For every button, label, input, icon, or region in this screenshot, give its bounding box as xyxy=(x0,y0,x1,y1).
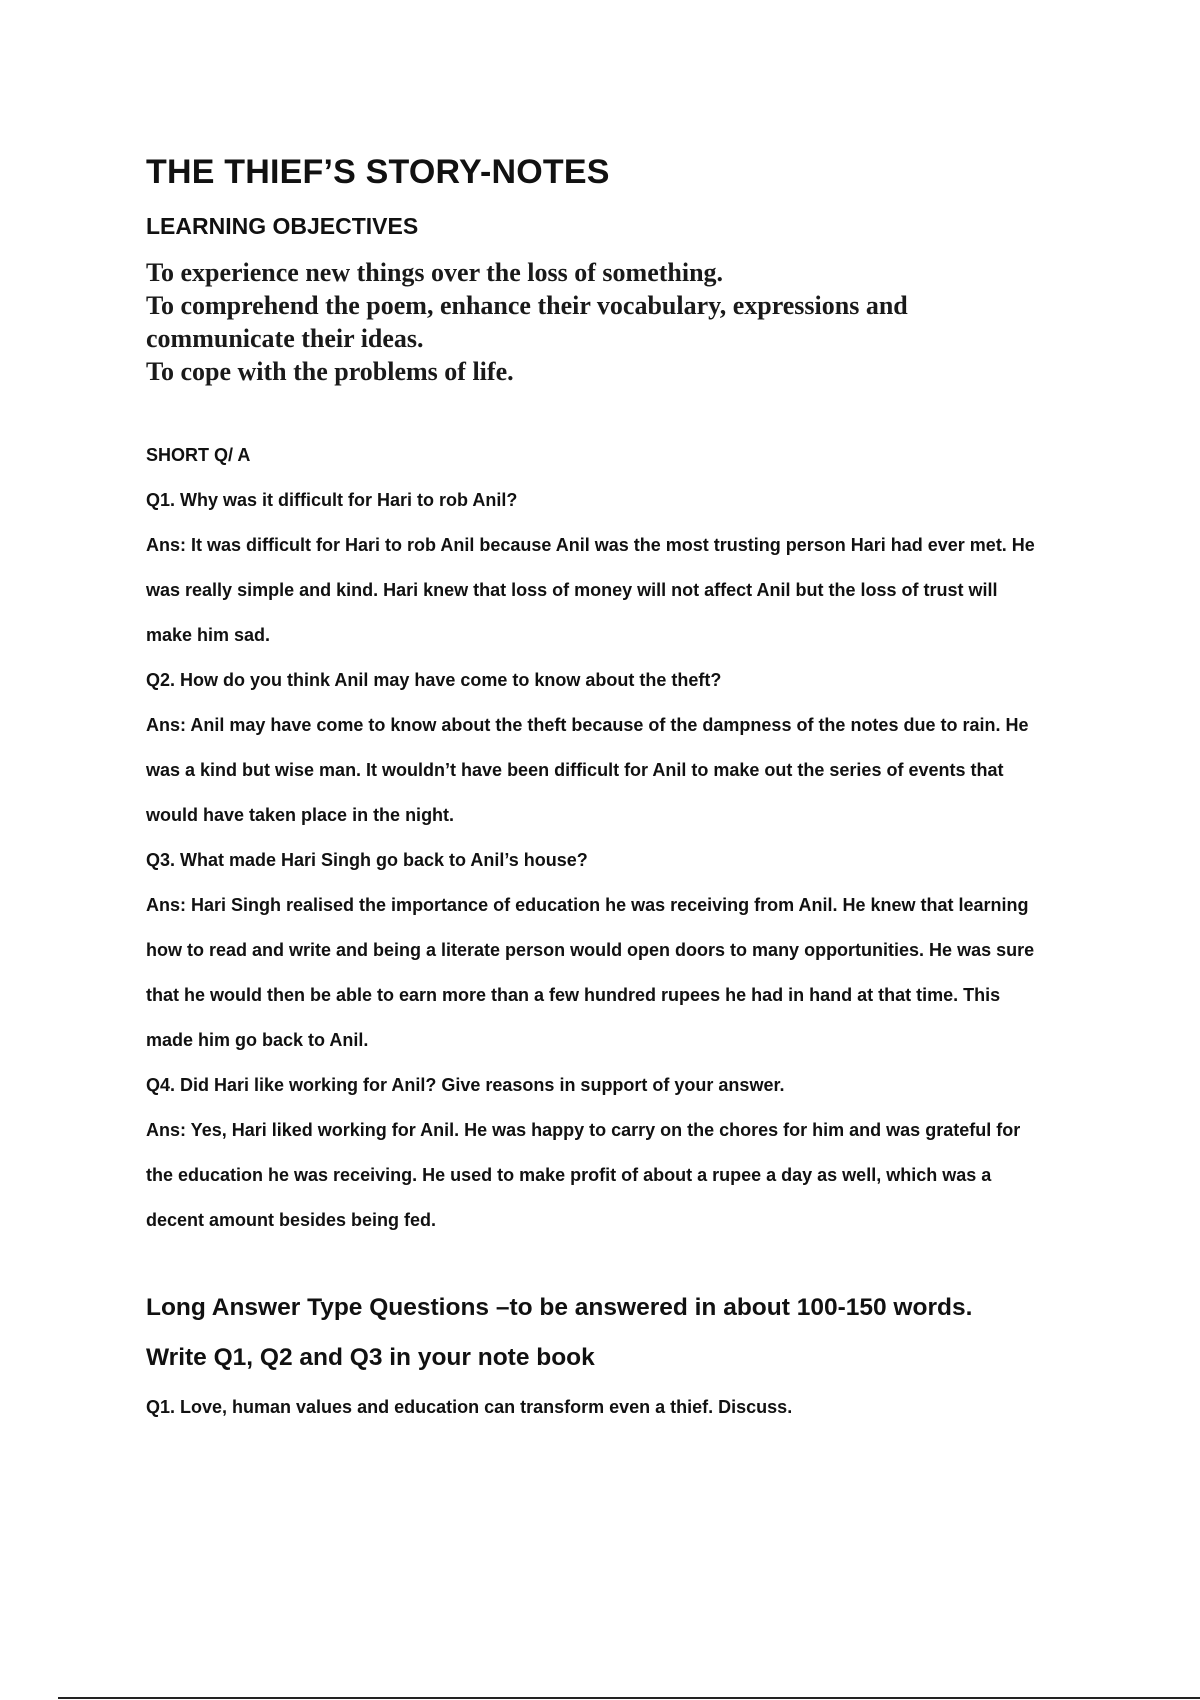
objective-item: To experience new things over the loss of something. xyxy=(146,258,724,287)
document-title: THE THIEF’S STORY-NOTES xyxy=(146,153,610,191)
page-bottom-divider xyxy=(58,1697,1200,1699)
learning-objectives-list xyxy=(146,256,1046,388)
question-text: Q1. Why was it difficult for Hari to rob Anil? xyxy=(146,490,518,510)
qa-item xyxy=(146,838,1046,1063)
long-answer-instruction: Write Q1, Q2 and Q3 in your note book xyxy=(146,1344,595,1371)
qa-item xyxy=(146,478,1046,658)
question-text: Q3. What made Hari Singh go back to Anil’s house? xyxy=(146,850,588,870)
question-text: Q2. How do you think Anil may have come to know about the theft? xyxy=(146,670,722,690)
answer-text: Ans: It was difficult for Hari to rob Anil because Anil was the most trusting person Hari had ever met. He was really simple and kind. Hari knew that loss of money will not affect Anil but the loss of trust will make him sad. xyxy=(146,535,1035,645)
answer-text: Ans: Anil may have come to know about the theft because of the dampness of the notes due to rain. He was a kind but wise man. It wouldn’t have been difficult for Anil to make out the series of events that would have taken place in the night. xyxy=(146,715,1029,825)
short-qa-list xyxy=(146,478,1046,1243)
objective-item: To comprehend the poem, enhance their vocabulary, expressions and communicate their ideas. xyxy=(146,291,908,353)
objective-item: To cope with the problems of life. xyxy=(146,357,514,386)
long-answer-heading: Long Answer Type Questions –to be answered in about 100-150 words. xyxy=(146,1294,973,1321)
answer-text: Ans: Yes, Hari liked working for Anil. He was happy to carry on the chores for him and was grateful for the education he was receiving. He used to make profit of about a rupee a day as well, which was a decent amount besides being fed. xyxy=(146,1120,1021,1230)
qa-item xyxy=(146,658,1046,838)
answer-text: Ans: Hari Singh realised the importance of education he was receiving from Anil. He knew that learning how to read and write and being a literate person would open doors to many opportunities. He was sure that he would then be able to earn more than a few hundred rupees he had in hand at that time. This made him go back to Anil. xyxy=(146,895,1035,1050)
long-question-item: Q1. Love, human values and education can transform even a thief. Discuss. xyxy=(146,1397,793,1417)
qa-item xyxy=(146,1063,1046,1243)
document-content xyxy=(146,146,1046,1432)
short-qa-heading: SHORT Q/ A xyxy=(146,445,251,465)
question-text: Q4. Did Hari like working for Anil? Give reasons in support of your answer. xyxy=(146,1075,785,1095)
learning-objectives-heading: LEARNING OBJECTIVES xyxy=(146,213,419,239)
